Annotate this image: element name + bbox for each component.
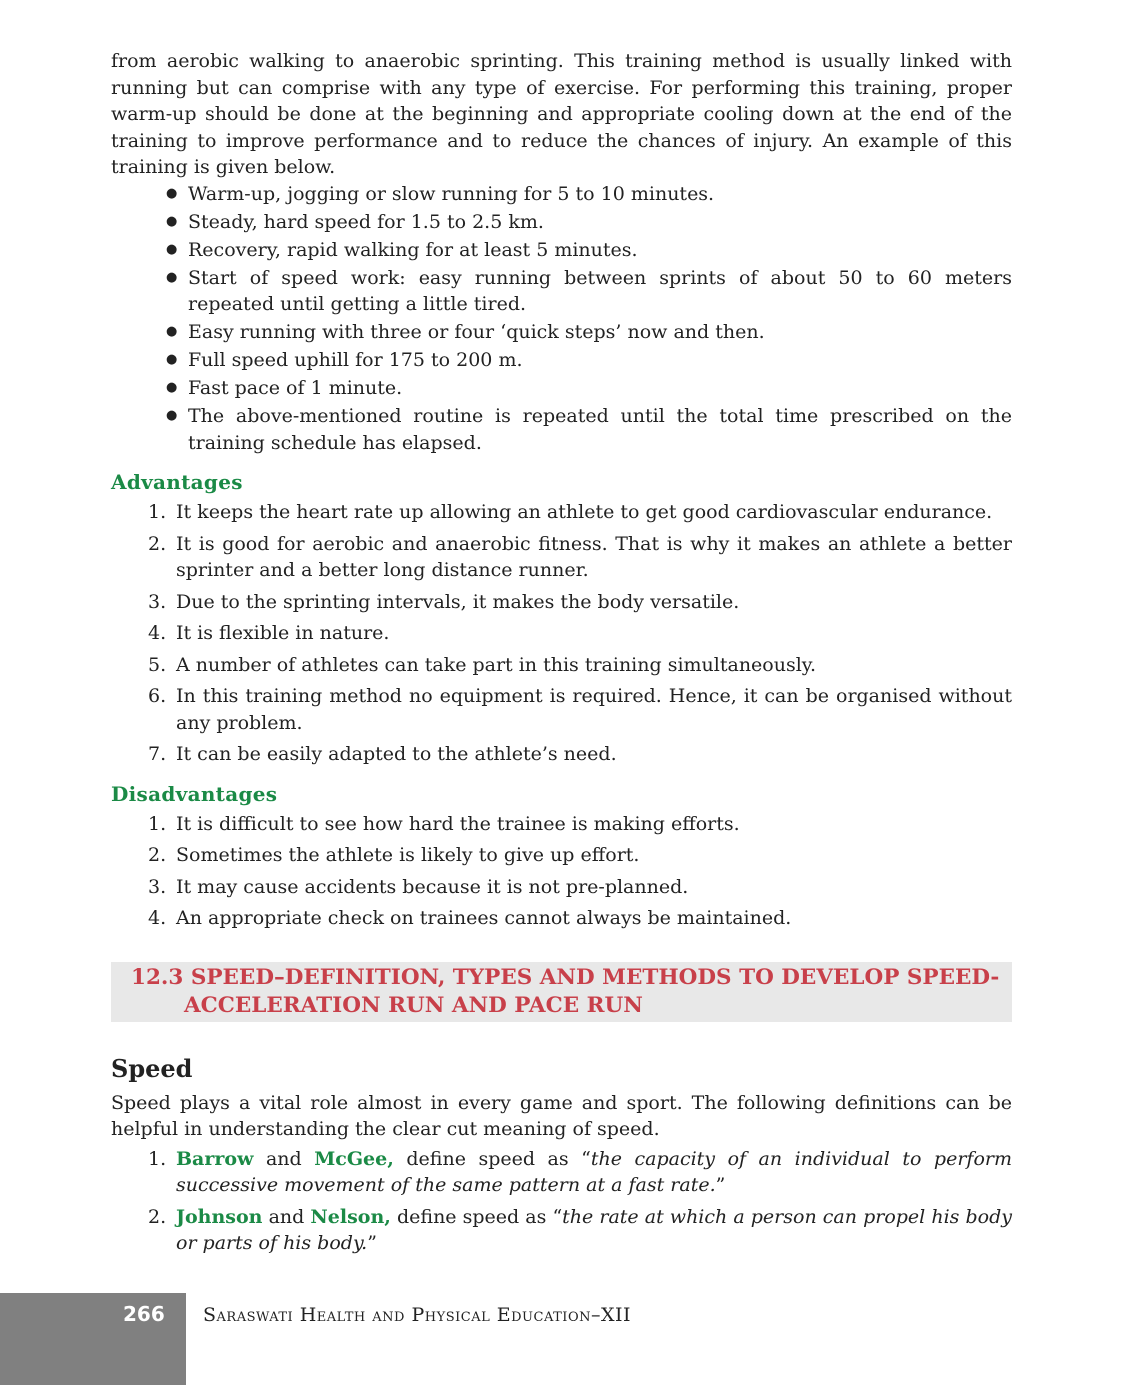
definition-item [148, 1204, 1012, 1257]
list-item [166, 209, 1012, 236]
item-number: 6. [148, 685, 167, 707]
list-item-text: Warm-up, jogging or slow running for 5 to 10 minutes. [188, 182, 715, 205]
list-item [166, 181, 1012, 208]
item-number: 2. [148, 1205, 167, 1228]
list-item-text: It may cause accidents because it is not pre-planned. [176, 875, 689, 898]
list-item [148, 683, 1012, 736]
section-heading [111, 962, 1012, 1022]
list-item [166, 375, 1012, 402]
bullet-icon: ● [166, 269, 178, 285]
list-item-text: Sometimes the athlete is likely to give up effort. [176, 844, 640, 866]
list-item-text: Recovery, rapid walking for at least 5 minutes. [188, 238, 638, 261]
author-name: Nelson, [310, 1205, 391, 1228]
list-item-text: A number of athletes can take part in this training simultaneously. [176, 653, 817, 676]
list-item [166, 265, 1012, 318]
section-heading-line2: ACCELERATION RUN AND PACE RUN [184, 992, 643, 1018]
definition-quote: the rate at which a person can propel his body or parts of his body. [176, 1205, 1012, 1254]
item-number: 1. [148, 1147, 167, 1170]
intro-paragraph: from aerobic walking to anaerobic sprinting. This training method is usually linked with running but can comprise with any type of exercise. For performing this training, proper warm-up should be done at the beginning and appropriate cooling down at the end of the training to improve performance and to reduce the chances of injury. An example of this training is given below. [111, 50, 1012, 178]
page-number: 266 [123, 1302, 165, 1326]
page-content [111, 48, 1012, 1262]
item-number: 3. [148, 590, 167, 613]
list-item-text: It is difficult to see how hard the trainee is making efforts. [176, 812, 740, 835]
list-item-text: Due to the sprinting intervals, it makes the body versatile. [176, 590, 740, 613]
author-name: Barrow [176, 1147, 254, 1170]
list-item [148, 589, 1012, 616]
definition-item [148, 1146, 1012, 1199]
bullet-icon: ● [166, 352, 178, 367]
item-number: 2. [148, 532, 167, 555]
list-item [148, 620, 1012, 647]
list-item-text: Easy running with three or four ‘quick steps’ now and then. [188, 321, 765, 343]
quote-end: ” [367, 1232, 377, 1254]
list-item [148, 741, 1012, 768]
list-item-text: The above-mentioned routine is repeated until the total time prescribed on the training schedule has elapsed. [188, 405, 1012, 454]
list-item-text: It keeps the heart rate up allowing an athlete to get good cardiovascular endurance. [176, 501, 993, 523]
item-number: 1. [148, 501, 167, 523]
conjunction: and [265, 1147, 302, 1170]
list-item-text: Start of speed work: easy running between sprints of about 50 to 60 meters repeated until getting a little tired. [188, 266, 1012, 315]
item-number: 3. [148, 875, 167, 898]
definition-quote: the capacity of an individual to perform successive movement of the same pattern at a fast rate. [176, 1147, 1012, 1196]
author-name: Johnson [176, 1205, 263, 1228]
speed-heading: Speed [111, 1053, 193, 1083]
list-item-text: It can be easily adapted to the athlete’s need. [176, 743, 617, 765]
list-item-text: An appropriate check on trainees cannot always be maintained. [176, 907, 792, 929]
advantages-heading: Advantages [111, 470, 243, 494]
item-number: 2. [148, 844, 167, 866]
speed-intro: Speed plays a vital role almost in every game and sport. The following definitions can be helpful in understanding the clear cut meaning of speed. [111, 1091, 1012, 1140]
list-item [166, 347, 1012, 374]
list-item [166, 403, 1012, 456]
list-item-text: In this training method no equipment is required. Hence, it can be organised without any problem. [176, 685, 1012, 734]
list-item [166, 319, 1012, 346]
speed-definitions-list [148, 1146, 1012, 1257]
item-number: 5. [148, 653, 167, 676]
bullet-icon: ● [166, 213, 178, 229]
item-number: 1. [148, 812, 167, 835]
item-number: 7. [148, 743, 167, 765]
quote-end: ” [715, 1174, 726, 1196]
list-item [148, 499, 1012, 526]
training-steps-list [166, 181, 1012, 457]
list-item [148, 874, 1012, 901]
list-item [148, 905, 1012, 932]
item-number: 4. [148, 622, 167, 644]
advantages-list [148, 499, 1012, 768]
list-item-text: It is good for aerobic and anaerobic fitness. That is why it makes an athlete a better sprinter and a better long distance runner. [176, 532, 1012, 581]
list-item [148, 531, 1012, 584]
item-number: 4. [148, 907, 167, 929]
bullet-icon: ● [166, 241, 178, 257]
disadvantages-list [148, 811, 1012, 932]
list-item-text: Full speed uphill for 175 to 200 m. [188, 349, 523, 371]
list-item [148, 811, 1012, 838]
bullet-icon: ● [166, 324, 178, 339]
author-name: McGee, [314, 1147, 394, 1170]
list-item-text: Fast pace of 1 minute. [188, 377, 403, 399]
definition-lead: define speed as “ [406, 1147, 591, 1170]
list-item [166, 237, 1012, 264]
list-item [148, 842, 1012, 869]
disadvantages-heading: Disadvantages [111, 781, 278, 806]
bullet-icon: ● [166, 380, 178, 395]
conjunction: and [268, 1205, 305, 1228]
list-item-text: Steady, hard speed for 1.5 to 2.5 km. [188, 210, 544, 233]
bullet-icon: ● [166, 408, 178, 423]
section-heading-line1: 12.3 SPEED–DEFINITION, TYPES AND METHODS TO DEVELOP SPEED- [131, 964, 1000, 990]
list-item [148, 652, 1012, 679]
footer-book-title: Saraswati Health and Physical Education–XII [203, 1304, 632, 1326]
bullet-icon: ● [166, 185, 178, 201]
definition-lead: define speed as “ [396, 1205, 563, 1228]
list-item-text: It is flexible in nature. [176, 622, 390, 644]
